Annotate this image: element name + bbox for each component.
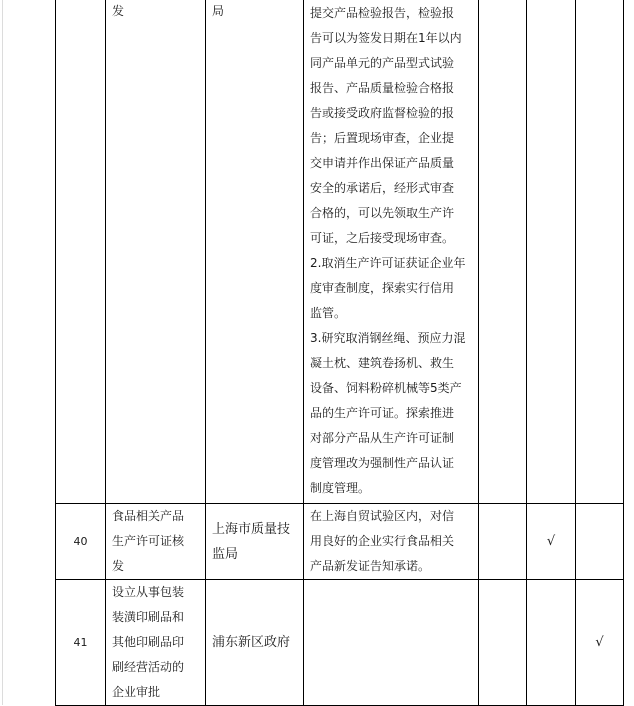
text-line: 告可以为签发日期在1年以内 bbox=[310, 31, 462, 45]
item-name-lines bbox=[112, 0, 201, 24]
text-line: 告或接受政府监督检验的报 bbox=[310, 106, 455, 120]
text-line: 合格的，可以先领取生产许 bbox=[310, 206, 455, 220]
measure-cell bbox=[304, 504, 479, 580]
table-row bbox=[56, 0, 624, 504]
item-name-cell bbox=[106, 0, 206, 504]
category-b-cell bbox=[527, 0, 576, 504]
text-line: 在上海自贸试验区内，对信 bbox=[310, 509, 455, 523]
reform-items-table bbox=[55, 0, 624, 706]
text-line: 发 bbox=[112, 4, 125, 18]
department-cell bbox=[206, 504, 304, 580]
text-line: 装潢印刷品和 bbox=[112, 610, 185, 624]
text-line: 可证，之后接受现场审查。 bbox=[310, 231, 455, 245]
department-lines bbox=[212, 0, 301, 24]
text-line: 交申请并作出保证产品质量 bbox=[310, 156, 455, 170]
category-b-cell bbox=[527, 504, 576, 580]
text-line: 报告、产品质量检验合格报 bbox=[310, 81, 455, 95]
item-name-lines bbox=[112, 580, 201, 705]
text-line: 凝土枕、建筑卷扬机、救生 bbox=[310, 356, 455, 370]
text-line: 产品新发证告知承诺。 bbox=[310, 559, 431, 573]
text-line: 局 bbox=[212, 4, 225, 18]
text-line: 度审查制度，探索实行信用 bbox=[310, 281, 455, 295]
category-a-cell bbox=[479, 504, 527, 580]
category-c-cell bbox=[576, 580, 624, 706]
text-line: 2.取消生产许可证获证企业年 bbox=[310, 256, 466, 270]
text-line: 品的生产许可证。探索推进 bbox=[310, 406, 455, 420]
department-cell bbox=[206, 580, 304, 706]
text-line: 其他印刷品印 bbox=[112, 635, 185, 649]
measure-cell bbox=[304, 0, 479, 504]
text-line: 度管理改为强制性产品认证 bbox=[310, 456, 455, 470]
text-line: 监管。 bbox=[310, 306, 347, 320]
check-mark: √ bbox=[546, 534, 556, 549]
text-line: 刷经营活动的 bbox=[112, 660, 185, 674]
item-number-cell: 40 bbox=[56, 504, 106, 580]
text-line: 设立从事包装 bbox=[112, 585, 185, 599]
item-number-cell bbox=[56, 0, 106, 504]
measure-cell bbox=[304, 580, 479, 706]
table-row bbox=[56, 504, 624, 580]
department-lines bbox=[212, 630, 301, 655]
measure-lines bbox=[310, 504, 474, 579]
text-line: 对部分产品从生产许可证制 bbox=[310, 431, 455, 445]
text-line: 3.研究取消钢丝绳、预应力混 bbox=[310, 331, 466, 345]
text-line: 监局 bbox=[212, 546, 239, 562]
department-lines bbox=[212, 517, 301, 567]
text-line: 提交产品检验报告，检验报 bbox=[310, 6, 455, 20]
text-line: 用良好的企业实行食品相关 bbox=[310, 534, 455, 548]
category-c-cell bbox=[576, 504, 624, 580]
text-line: 制度管理。 bbox=[310, 481, 371, 495]
text-line: 生产许可证核 bbox=[112, 534, 185, 548]
text-line: 同产品单元的产品型式试验 bbox=[310, 56, 455, 70]
category-a-cell bbox=[479, 580, 527, 706]
page-edge-line bbox=[2, 0, 3, 705]
item-number-cell: 41 bbox=[56, 580, 106, 706]
text-line: 安全的承诺后，经形式审查 bbox=[310, 181, 455, 195]
item-name-lines bbox=[112, 504, 201, 579]
category-a-cell bbox=[479, 0, 527, 504]
department-cell bbox=[206, 0, 304, 504]
table-row bbox=[56, 580, 624, 706]
item-name-cell bbox=[106, 504, 206, 580]
text-line: 食品相关产品 bbox=[112, 509, 185, 523]
text-line: 设备、饲料粉碎机械等5类产 bbox=[310, 381, 462, 395]
check-mark: √ bbox=[595, 635, 604, 650]
text-line: 发 bbox=[112, 559, 125, 573]
text-line: 企业审批 bbox=[112, 685, 161, 699]
item-name-cell bbox=[106, 580, 206, 706]
category-b-cell bbox=[527, 580, 576, 706]
text-line: 上海市质量技 bbox=[212, 521, 291, 537]
measure-lines bbox=[310, 1, 474, 501]
category-c-cell bbox=[576, 0, 624, 504]
text-line: 浦东新区政府 bbox=[212, 635, 291, 650]
text-line: 告；后置现场审查，企业提 bbox=[310, 131, 455, 145]
